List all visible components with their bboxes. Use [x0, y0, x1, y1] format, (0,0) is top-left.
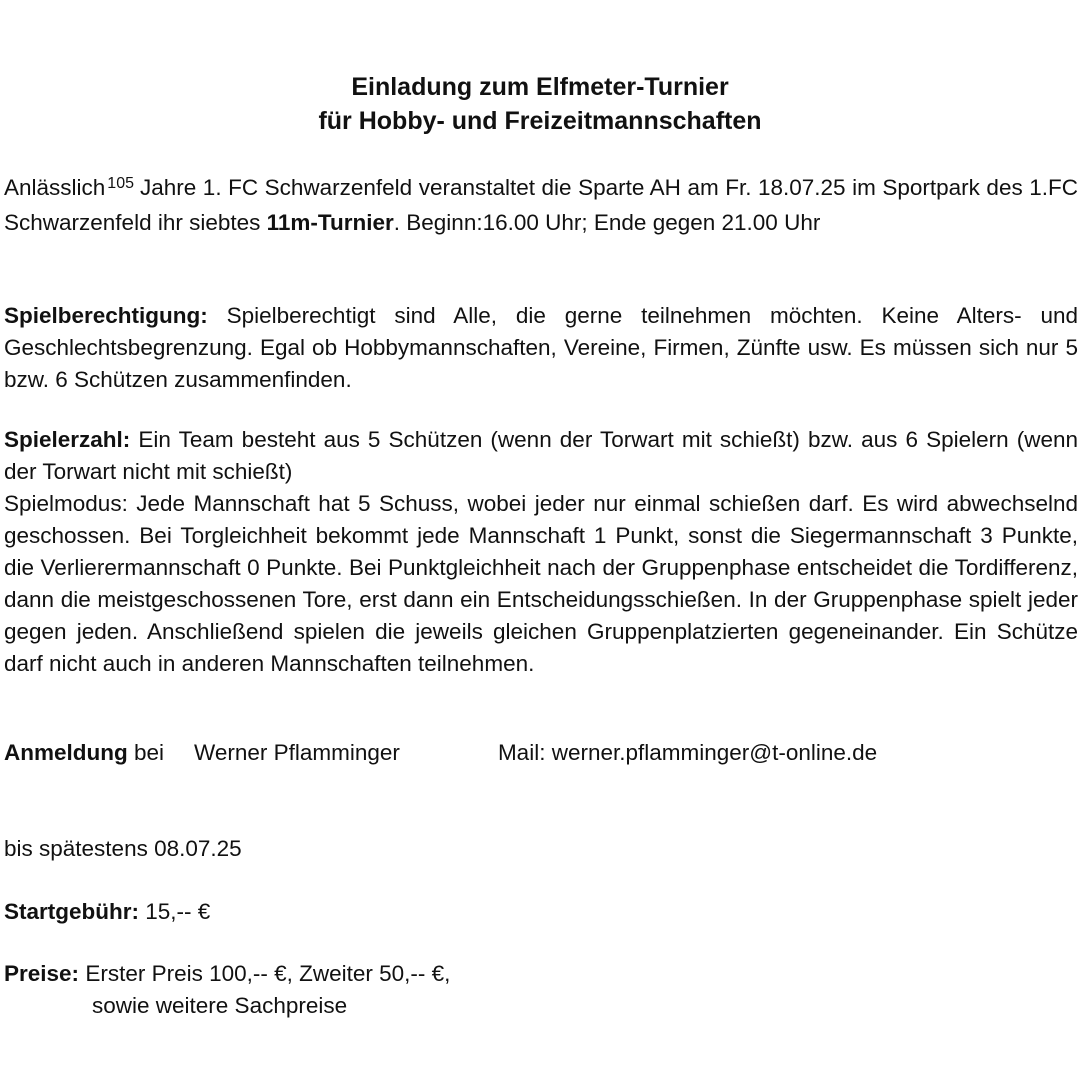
- anniversary-number: 105: [107, 175, 134, 192]
- tournament-name: 11m-Turnier: [266, 210, 394, 235]
- spielberechtigung-text: Spielberechtigt sind Alle, die gerne teilnehmen möchten. Keine Alters- und Geschlechtsbegrenzung. Egal ob Hobbymannschaften, Vereine, Firmen, Zünfte usw. Es müssen sich nur 5 bzw. 6 Schützen zusammenfinden.: [4, 303, 1078, 392]
- spielberechtigung-paragraph: [4, 300, 1078, 396]
- spielberechtigung-label: Spielberechtigung:: [4, 303, 208, 328]
- registration-deadline: bis spätestens 08.07.25: [4, 836, 242, 861]
- startgebuehr-value: 15,-- €: [139, 899, 211, 924]
- contact-name: Werner Pflamminger: [194, 740, 400, 765]
- spielmodus-text: Spielmodus: Jede Mannschaft hat 5 Schuss, wobei jeder nur einmal schießen darf. Es wird abwechselnd geschossen. Bei Torgleichheit bekommt jede Mannschaft 1 Punkt, sonst die Siegermannschaft 3 Punkte, die Verlierermannschaft 0 Punkte. Bei Punktgleichheit nach der Gruppenphase entscheidet die Tordifferenz, dann die meistgeschossenen Tore, erst dann ein Entscheidungsschießen. In der Gruppenphase spielt jeder gegen jeden. Anschließend spielen die jeweils gleichen Gruppenplatzierten gegeneinander. Ein Schütze darf nicht auch in anderen Mannschaften teilnehmen.: [4, 491, 1078, 676]
- contact-mail: Mail: werner.pflamminger@t-online.de: [497, 740, 878, 765]
- intro-text-3: . Beginn:16.00 Uhr; Ende gegen 21.00 Uhr: [393, 210, 821, 235]
- intro-text-2: Jahre 1. FC Schwarzenfeld veranstaltet die Sparte AH am Fr. 18.07.25 im Sportpark des 1.FC Schwarzenfeld ihr siebtes: [4, 175, 1078, 235]
- intro-text-1: Anlässlich: [4, 175, 106, 200]
- startgebuehr-label: Startgebühr:: [4, 899, 139, 924]
- deadline-line: [4, 833, 1078, 865]
- spielerzahl-label: Spielerzahl:: [4, 427, 131, 452]
- intro-paragraph: [4, 172, 1078, 239]
- preise-line-1: Erster Preis 100,-- €, Zweiter 50,-- €,: [79, 961, 451, 986]
- spielerzahl-text: Ein Team besteht aus 5 Schützen (wenn der Torwart mit schießt) bzw. aus 6 Spielern (wenn der Torwart nicht mit schießt): [4, 427, 1078, 484]
- anmeldung-bei: bei: [127, 740, 165, 765]
- document-title: [0, 70, 1080, 138]
- preise-line-2: sowie weitere Sachpreise: [92, 993, 348, 1018]
- spielerzahl-paragraph: [4, 424, 1078, 680]
- anmeldung-label: Anmeldung: [4, 740, 128, 765]
- preise-section: [4, 958, 1078, 1022]
- startgebuehr-line: [4, 896, 1078, 928]
- title-line-1: Einladung zum Elfmeter-Turnier: [351, 73, 729, 101]
- anmeldung-line: [4, 737, 1078, 769]
- title-line-2: für Hobby- und Freizeitmannschaften: [318, 107, 762, 135]
- preise-label: Preise:: [4, 961, 80, 986]
